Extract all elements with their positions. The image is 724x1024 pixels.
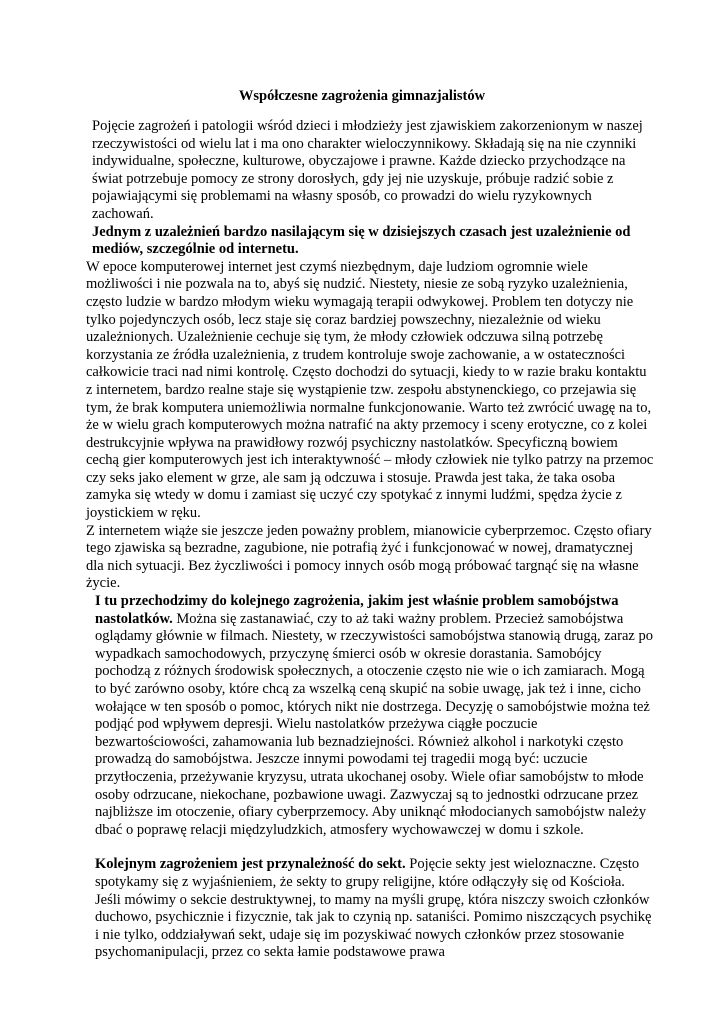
- heading-sects: Kolejnym zagrożeniem jest przynależność do sekt.: [95, 856, 406, 873]
- paragraph-media-addiction-heading: [86, 224, 654, 259]
- suicide-text: Można się zastanawiać, czy to aż taki ważny problem. Przecież samobójstwa oglądamy głównie w filmach. Niestety, w rzeczywistości samobójstwa stanowią drugą, zaraz po wypadkach samochodowych, przyczynę śmierci osób w okresie dorastania. Samobójcy pochodzą z różnych środowisk społecznych, a otoczenie często nie wie o ich zamiarach. Mogą to być zarówno osoby, które chcą za wszelką ceną skupić na sobie uwagę, jak też i inne, cicho wołające w ten sposób o pomoc, których nikt nie dostrzega. Decyzję o samobójstwie można też podjąć pod wpływem depresji. Wielu nastolatków przeżywa ciągłe poczucie bezwartościowości, zahamowania lub beznadziejności. Również alkohol i narkotyki często prowadzą do samobójstwa. Jeszcze innymi powodami tej tragedii mogą być: uczucie przytłoczenia, przeżywanie kryzysu, utrata ukochanej osoby. Wiele ofiar samobójstw to młode osoby odrzucane, niekochane, pozbawione uwagi. Zazwyczaj są to jednostki odrzucane przez najbliższe im otoczenie, ofiary cyberprzemocy. Aby uniknąć młodocianych samobójstw należy dbać o poprawę relacji międzyludzkich, atmosfery wychowawczej w domu i szkole.: [95, 610, 653, 838]
- paragraph-sects: [86, 856, 654, 962]
- heading-suicide: I tu przechodzimy do kolejnego zagrożenia, jakim jest właśnie problem samobójstwa nastolatków.: [95, 593, 619, 627]
- heading-media-addiction: Jednym z uzależnień bardzo nasilającym się w dzisiejszych czasach jest uzależnienie od mediów, szczególnie od internetu.: [92, 223, 631, 258]
- paragraph-suicide: [86, 593, 654, 839]
- paragraph-cyberbullying: Z internetem wiąże sie jeszcze jeden poważny problem, mianowicie cyberprzemoc. Często ofiary tego zjawiska są bezradne, zagubione, nie potrafią żyć i funkcjonować w nowej, dramatycznej dla nich sytuacji. Bez życzliwości i pomocy innych osób mogą próbować targnąć się na własne życie.: [86, 522, 652, 592]
- paragraph-intro: Pojęcie zagrożeń i patologii wśród dzieci i młodzieży jest zjawiskiem zakorzenionym w naszej rzeczywistości od wielu lat i ma ono charakter wieloczynnikowy. Składają się na nie czynniki indywidualne, społeczne, kulturowe, obyczajowe i prawne. Każde dziecko przychodzące na świat potrzebuje pomocy ze strony dorosłych, gdy jej nie uzyskuje, próbuje radzić sobie z pojawiającymi się problemami na własny sposób, co prowadzi do wielu ryzykownych zachowań.: [92, 118, 643, 222]
- document-title: Współczesne zagrożenia gimnazjalistów: [238, 88, 486, 104]
- sects-text: Pojęcie sekty jest wieloznaczne. Często spotykamy się z wyjaśnieniem, że sekty to grupy religijne, które odłączyły się od Kościoła. Jeśli mówimy o sekcie destruktywnej, to mamy na myśli grupę, która niszczy swoich członków duchowo, psychicznie i fizycznie, tak jak to czynią np. sataniści. Pomimo niszczących psychikę i nie tylko, oddziaływań sekt, udaje się im pozyskiwać nowych członków przez stosowanie psychomanipulacji, przez co sekta łamie podstawowe prawa: [95, 856, 652, 961]
- document-body: [86, 118, 654, 962]
- paragraph-internet: W epoce komputerowej internet jest czymś niezbędnym, daje ludziom ogromnie wiele możliwości i nie pozwala na to, abyś się nudzić. Niestety, niesie ze sobą ryzyko uzależnienia, często ludzie w bardzo młodym wieku wymagają terapii odwykowej. Problem ten dotyczy nie tylko pojedynczych osób, lecz staje się coraz bardziej powszechny, niezależnie od wieku uzależnionych. Uzależnienie cechuje się tym, że młody człowiek odczuwa silną potrzebę korzystania ze źródła uzależnienia, z trudem kontroluje swoje zachowanie, a w ostateczności całkowicie traci nad nimi kontrolę. Często dochodzi do sytuacji, kiedy to w razie braku kontaktu z internetem, bardzo realne staje się wystąpienie tzw. zespołu abstynenckiego, co przejawia się tym, że brak komputera uniemożliwia normalne funkcjonowanie. Warto też zwrócić uwagę na to, że w wielu grach komputerowych można natrafić na akty przemocy i sceny erotyczne, co z kolei destrukcyjnie wpływa na prawidłowy rozwój psychiczny nastolatków. Specyficzną bowiem cechą gier komputerowych jest ich interaktywność – młody człowiek nie tylko patrzy na przemoc czy seks jako element w grze, ale sam ją odczuwa i stosuje. Prawda jest taka, że taka osoba zamyka się wtedy w domu i zamiast się uczyć czy spotykać z innymi ludźmi, spędza życie z joystickiem w ręku.: [86, 258, 654, 522]
